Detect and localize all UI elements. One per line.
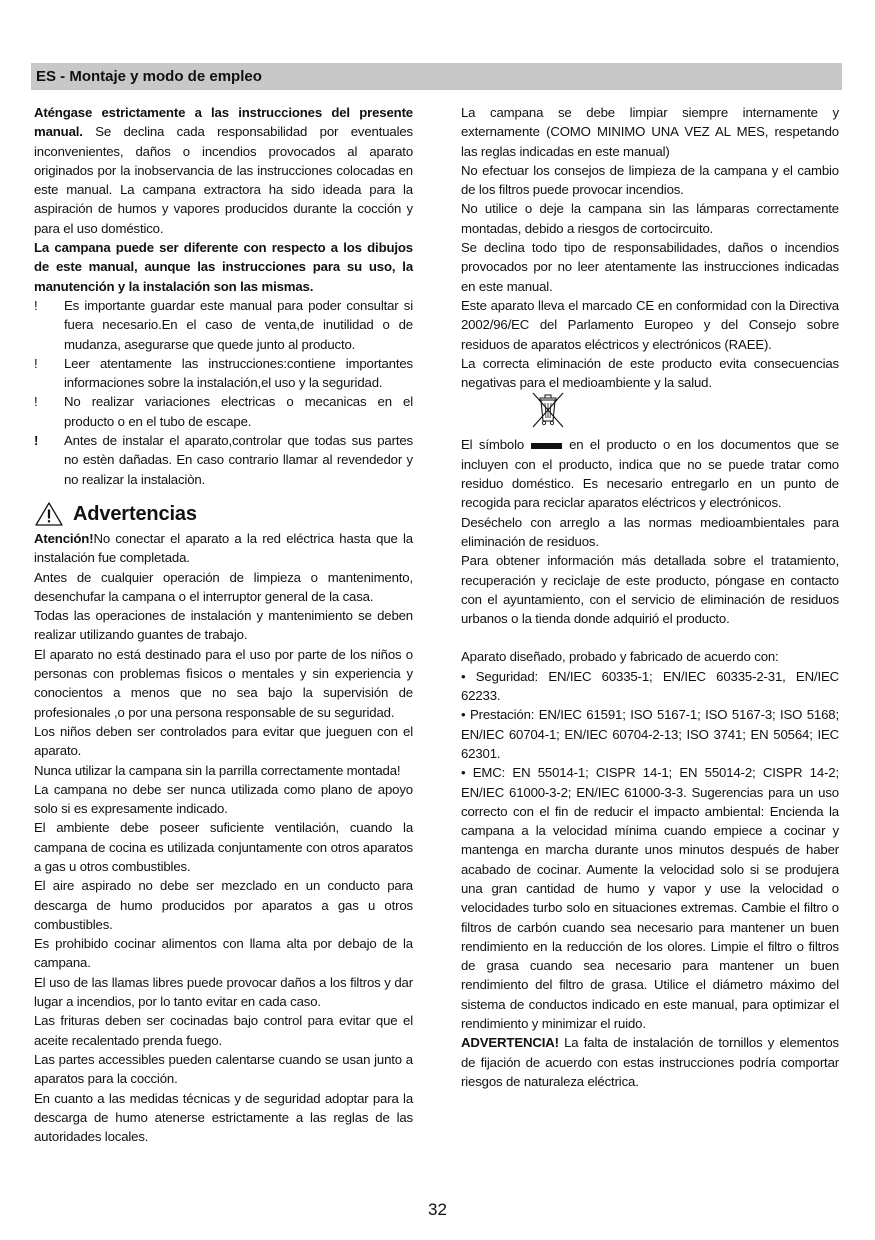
standards-paragraph: • Seguridad: EN/IEC 60335-1; EN/IEC 60335-2-31, EN/IEC 62233. [461,668,839,704]
symbol-after: en el producto o en los documentos que se incluyen con el producto, indica que no se puede tratar como residuo doméstico. Es necesario entregarlo en un punto de recogida para reciclar aparatos eléctricos y electrónicos. [461,437,839,511]
warning-paragraph: Todas las operaciones de instalación y mantenimiento se deben realizar utilizando guantes de trabajo. [34,608,413,643]
bullet-mark: ! [34,355,38,371]
warning-paragraph: Antes de cualquier operación de limpieza o mantenimento, desenchufar la campana o el interruptor general de la casa. [34,569,413,604]
intro-bold: Aténgase estrictamente a las instrucciones del presente manual. [34,105,413,140]
crossed-bin-icon [528,389,568,431]
info-paragraph: La campana se debe limpiar siempre internamente y externamente (COMO MINIMO UNA VEZ AL MES, respetando las reglas indicadas en este manual) [461,105,839,159]
warning-paragraph: Nunca utilizar la campana sin la parrilla correctamente montada! [34,762,401,778]
info-paragraph: No utilice o deje la campana sin las lámparas correctamente montadas, debido a riesgos de cortocircuito. [461,201,839,236]
bullet-mark: ! [34,394,38,410]
bold-paragraph: La campana puede ser diferente con respecto a los dibujos de este manual, aunque las instrucciones para su uso, la manutención y la instalación son las mismas. [34,240,413,294]
warning-paragraph: El ambiente debe poseer suficiente ventilación, cuando la campana de cocina es utilizada conjuntamente con otros aparatos a gas u otros combustibles. [34,820,413,874]
warning-paragraph: Los niños deben ser controlados para evitar que jueguen con el aparato. [34,723,413,759]
right-column [461,103,839,1091]
symbol-paragraph [461,435,839,512]
info-paragraph: Para obtener información más detallada sobre el tratamiento, recuperación y reciclaje de este producto, póngase en contacto con el ayuntamiento, con el servicio de eliminación de residuos urbanos o la tienda donde adquirió el producto. [461,553,839,627]
info-paragraph: Deséchelo con arreglo a las normas medioambientales para eliminación de residuos. [461,514,839,549]
warning-paragraph: El aire aspirado no debe ser mezclado en un conducto para descarga de humo producidos por aparatos a gas u otros combustibles. [34,878,413,932]
attention-text: No conectar el aparato a la red eléctrica hasta que la instalación fue completada. [34,530,413,566]
warning-paragraph: En cuanto a las medidas técnicas y de seguridad adoptar para la descarga de humo atenerse estrictamente a las reglas de las autoridades locales. [34,1090,413,1145]
warning-paragraph: Es prohibido cocinar alimentos con llama alta por debajo de la campana. [34,936,413,971]
info-paragraph: La correcta eliminación de este producto evita consecuencias negativas para el medioambiente y la salud. [461,355,839,391]
warnings-heading [34,501,413,527]
final-warning-paragraph [461,1033,839,1091]
warning-paragraph: El uso de las llamas libres puede provocar daños a los filtros y dar lugar a incendios, por lo tanto evitar en cada caso. [34,974,413,1010]
section-title: ES - Montaje y modo de empleo [36,68,262,85]
bullet-item [34,392,413,431]
attention-label: Atención! [34,530,94,546]
symbol-before: El símbolo [461,437,525,453]
info-paragraph: Se declina todo tipo de responsabilidades, daños o incendios provocados por no leer atentamente las instrucciones indicadas en este manual. [461,240,839,294]
bullet-mark: ! [34,433,39,449]
bullet-text: Antes de instalar el aparato,controlar que todas sus partes no estèn dañadas. En caso contrario llamar al revendedor y no realizar la instalaciòn. [64,433,413,487]
final-warning-text: La falta de instalación de tornillos y elementos de fijación de acuerdo con estas instrucciones podría comportar riesgos de naturaleza eléctrica. [461,1035,839,1089]
attention-paragraph [34,529,413,568]
info-paragraph: No efectuar los consejos de limpieza de la campana y el cambio de los filtros puede provocar incendios. [461,162,839,198]
bullet-item [34,296,413,354]
standards-paragraph: • EMC: EN 55014-1; CISPR 14-1; EN 55014-2; CISPR 14-2; EN/IEC 61000-3-2; EN/IEC 61000-3-3. Sugerencias para un uso correcto con el fin de reducir el impacto ambiental: Encienda la campana a la velocidad mínima cuando empiece a cocinar y mantenga en marcha durante unos minutos después de haber acabado de cocinar. Aumente la velocidad solo si se produjera una gran cantidad de humo y vapor y use la velocidad o velocidades turbo solo en situaciones extremas. Cambie el filtro o filtros de carbón cuando sea necesario para mantener un buen rendimiento en la reducción de los olores. Limpie el filtro o filtros de grasa cuando sea necesario para mantener un buen rendimiento del filtro de grasa. Utilice el diámetro máximo del sistema de conductos indicado en este manual, para optimizar el rendimiento y minimizar el ruido. [461,765,839,1032]
final-warning-label: ADVERTENCIA! [461,1035,559,1051]
designed-line: Aparato diseñado, probado y fabricado de acuerdo con: [461,649,779,665]
intro-paragraph [34,103,413,238]
intro-rest: Se declina cada responsabilidad por eventuales inconvenientes, daños o incendios provocados al aparato originados por la inobservancia de las instrucciones colocadas en este manual. La campana extractora ha sido ideada para la aspiración de humos y vapores producidos durante la cocción y para el uso doméstico. [34,124,413,236]
bullet-mark: ! [34,297,38,313]
section-header [31,63,842,90]
black-bar-symbol [531,443,562,449]
left-column [34,103,413,1146]
info-paragraph: Este aparato lleva el marcado CE en conformidad con la Directiva 2002/96/EC del Parlamento Europeo y del Consejo sobre residuos de aparatos eléctricos y electrónicos (RAEE). [461,297,839,352]
standards-paragraph: • Prestación: EN/IEC 61591; ISO 5167-1; ISO 5167-3; ISO 5168; EN/IEC 60704-1; EN/IEC 60704-2-13; ISO 3741; EN 50564; IEC 62301. [461,707,839,761]
warning-paragraph: Las frituras deben ser cocinadas bajo control para evitar que el aceite recalentado prenda fuego. [34,1013,413,1048]
spacer [461,628,839,647]
warning-triangle-icon [34,501,64,527]
warning-paragraph: El aparato no está destinado para el uso por parte de los niños o personas con problemas fìsicos o mentales y sin experiencia y conocientos a menos que no sea bajo la supervisión de profesionales ,o por una persona responsable de su seguridad. [34,646,413,720]
weee-symbol-row [461,392,839,435]
bullet-item [34,354,413,393]
warnings-title: Advertencias [73,502,197,525]
bullet-text: No realizar variaciones electricas o mecanicas en el producto o en el tubo de escape. [64,394,413,429]
bullet-text: Leer atentamente las instrucciones:contiene importantes informaciones sobre la instalación,el uso y la seguridad. [64,355,413,391]
warning-paragraph: Las partes accessibles pueden calentarse cuando se usan junto a aparatos para la cocción. [34,1051,413,1087]
warning-paragraph: La campana no debe ser nunca utilizada como plano de apoyo solo si es expresamente indicado. [34,781,413,817]
bullet-item [34,431,413,489]
bullet-text: Es importante guardar este manual para poder consultar si fuera necesario.En el caso de venta,de inutilidad o de mudanza, asegurarse que quede junto al producto. [64,297,413,352]
page-number: 32 [428,1200,447,1219]
